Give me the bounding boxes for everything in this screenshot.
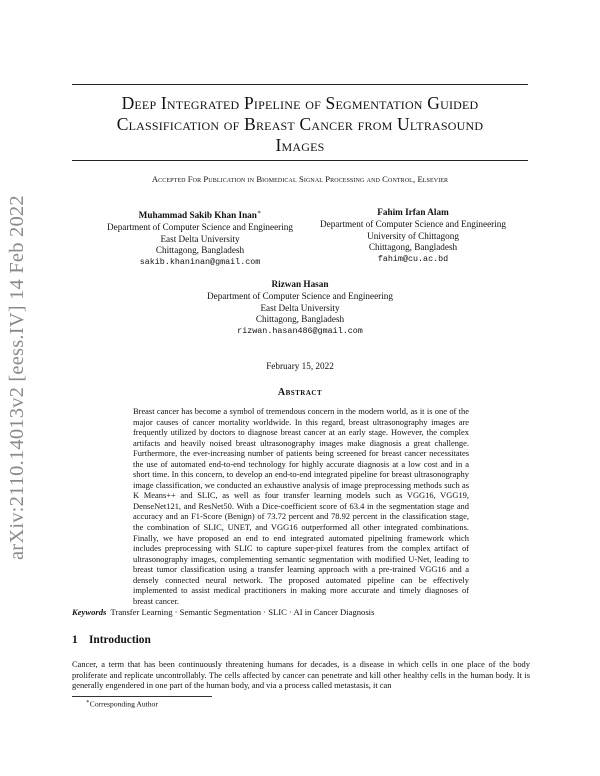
- paper-title: [60, 93, 540, 156]
- author-department: Department of Computer Science and Engineering: [320, 218, 506, 229]
- author-block: [100, 207, 300, 269]
- author-city: Chittagong, Bangladesh: [155, 245, 245, 256]
- author-name: Fahim Irfan Alam: [377, 207, 449, 217]
- author-name: Rizwan Hasan: [271, 279, 329, 289]
- author-block: [308, 207, 518, 266]
- author-university: East Delta University: [260, 302, 340, 313]
- author-block: [195, 279, 405, 338]
- arxiv-identifier: arXiv:2110.14013v2 [eess.IV] 14 Feb 2022: [6, 195, 28, 560]
- section-number: 1: [72, 634, 78, 646]
- title-bottom-rule: [72, 160, 528, 161]
- title-line: Classification of Breast Cancer from Ultrasound: [116, 114, 484, 134]
- acceptance-note: Accepted For Publication in Biomedical Signal Processing and Control, Elsevier: [151, 174, 449, 184]
- author-email[interactable]: sakib.khaninan@gmail.com: [139, 257, 261, 268]
- section-heading: [72, 634, 151, 646]
- author-city: Chittagong, Bangladesh: [368, 242, 458, 253]
- title-line: Images: [275, 135, 325, 155]
- footnote-mark: ∗: [86, 699, 90, 705]
- author-department: Department of Computer Science and Engineering: [207, 290, 393, 301]
- footnote-text: Corresponding Author: [89, 699, 158, 709]
- footnote: [86, 699, 158, 709]
- footnote-rule: [72, 696, 212, 697]
- publication-date: February 15, 2022: [266, 361, 334, 371]
- author-email[interactable]: rizwan.hasan486@gmail.com: [237, 326, 363, 337]
- title-line: Deep Integrated Pipeline of Segmentation Guided: [121, 93, 479, 113]
- abstract-body: Breast cancer has become a symbol of tremendous concern in the modern world, as it is one of the major causes of cancer mortality worldwide. In this regard, breast ultrasonography images are frequently utilized by doctors to diagnose breast cancer at an early stage. However, the complex artifacts and heavily noised breast ultrasonography images make diagnosis a great challenge. Furthermore, the ever-increasing number of patients being screened for breast cancer necessitates the use of automated end-to-end technology for highly accurate diagnosis at a low cost and in a short time. In this concern, to develop an end-to-end integrated pipeline for breast ultrasonography image classification, we conducted an exhaustive analysis of image preprocessing methods such as K Means++ and SLIC, as well as four transfer learning models such as VGG16, VGG19, DenseNet121, and ResNet50. With a Dice-coefficient score of 63.4 in the segmentation stage and accuracy and an F1-Score (Benign) of 73.72 percent and 78.92 percent in the classification stage, the combination of SLIC, UNET, and VGG16 outperformed all other integrated combinations. Finally, we have proposed an end to end integrated automated pipelining framework which includes preprocessing with SLIC to capture super-pixel features from the complex artifact of ultrasonography images, complementing semantic segmentation with modified U-Net, leading to breast tumor classification using a transfer learning approach with a pre-trained VGG16 and a densely connected neural network. The proposed automated pipeline can be effectively implemented to assist medical practitioners in making more accurate and timely diagnoses of breast cancer.: [133, 406, 469, 606]
- author-name: Muhammad Sakib Khan Inan: [138, 210, 257, 221]
- title-top-rule: [72, 84, 528, 85]
- introduction-paragraph: Cancer, a term that has been continuously threatening humans for decades, is a disease in which cells in one place of the body proliferate and replicate uncontrollably. The cells affected by cancer can penetrate and kill other healthy cells in the human body. It is generally engendered in one part of the human body, and via a process called metastasis, it can: [72, 659, 530, 691]
- corresponding-mark: ∗: [256, 209, 262, 216]
- author-university: University of Chittagong: [367, 230, 459, 241]
- author-university: East Delta University: [160, 233, 240, 244]
- author-email[interactable]: fahim@cu.ac.bd: [377, 254, 449, 265]
- keywords-list: Transfer Learning · Semantic Segmentation · SLIC · AI in Cancer Diagnosis: [110, 607, 375, 617]
- section-title: Introduction: [89, 634, 151, 646]
- author-department: Department of Computer Science and Engineering: [107, 221, 293, 232]
- keywords-line: [72, 607, 532, 617]
- author-city: Chittagong, Bangladesh: [255, 314, 345, 325]
- abstract-heading: Abstract: [277, 387, 323, 398]
- keywords-label: Keywords: [72, 607, 107, 617]
